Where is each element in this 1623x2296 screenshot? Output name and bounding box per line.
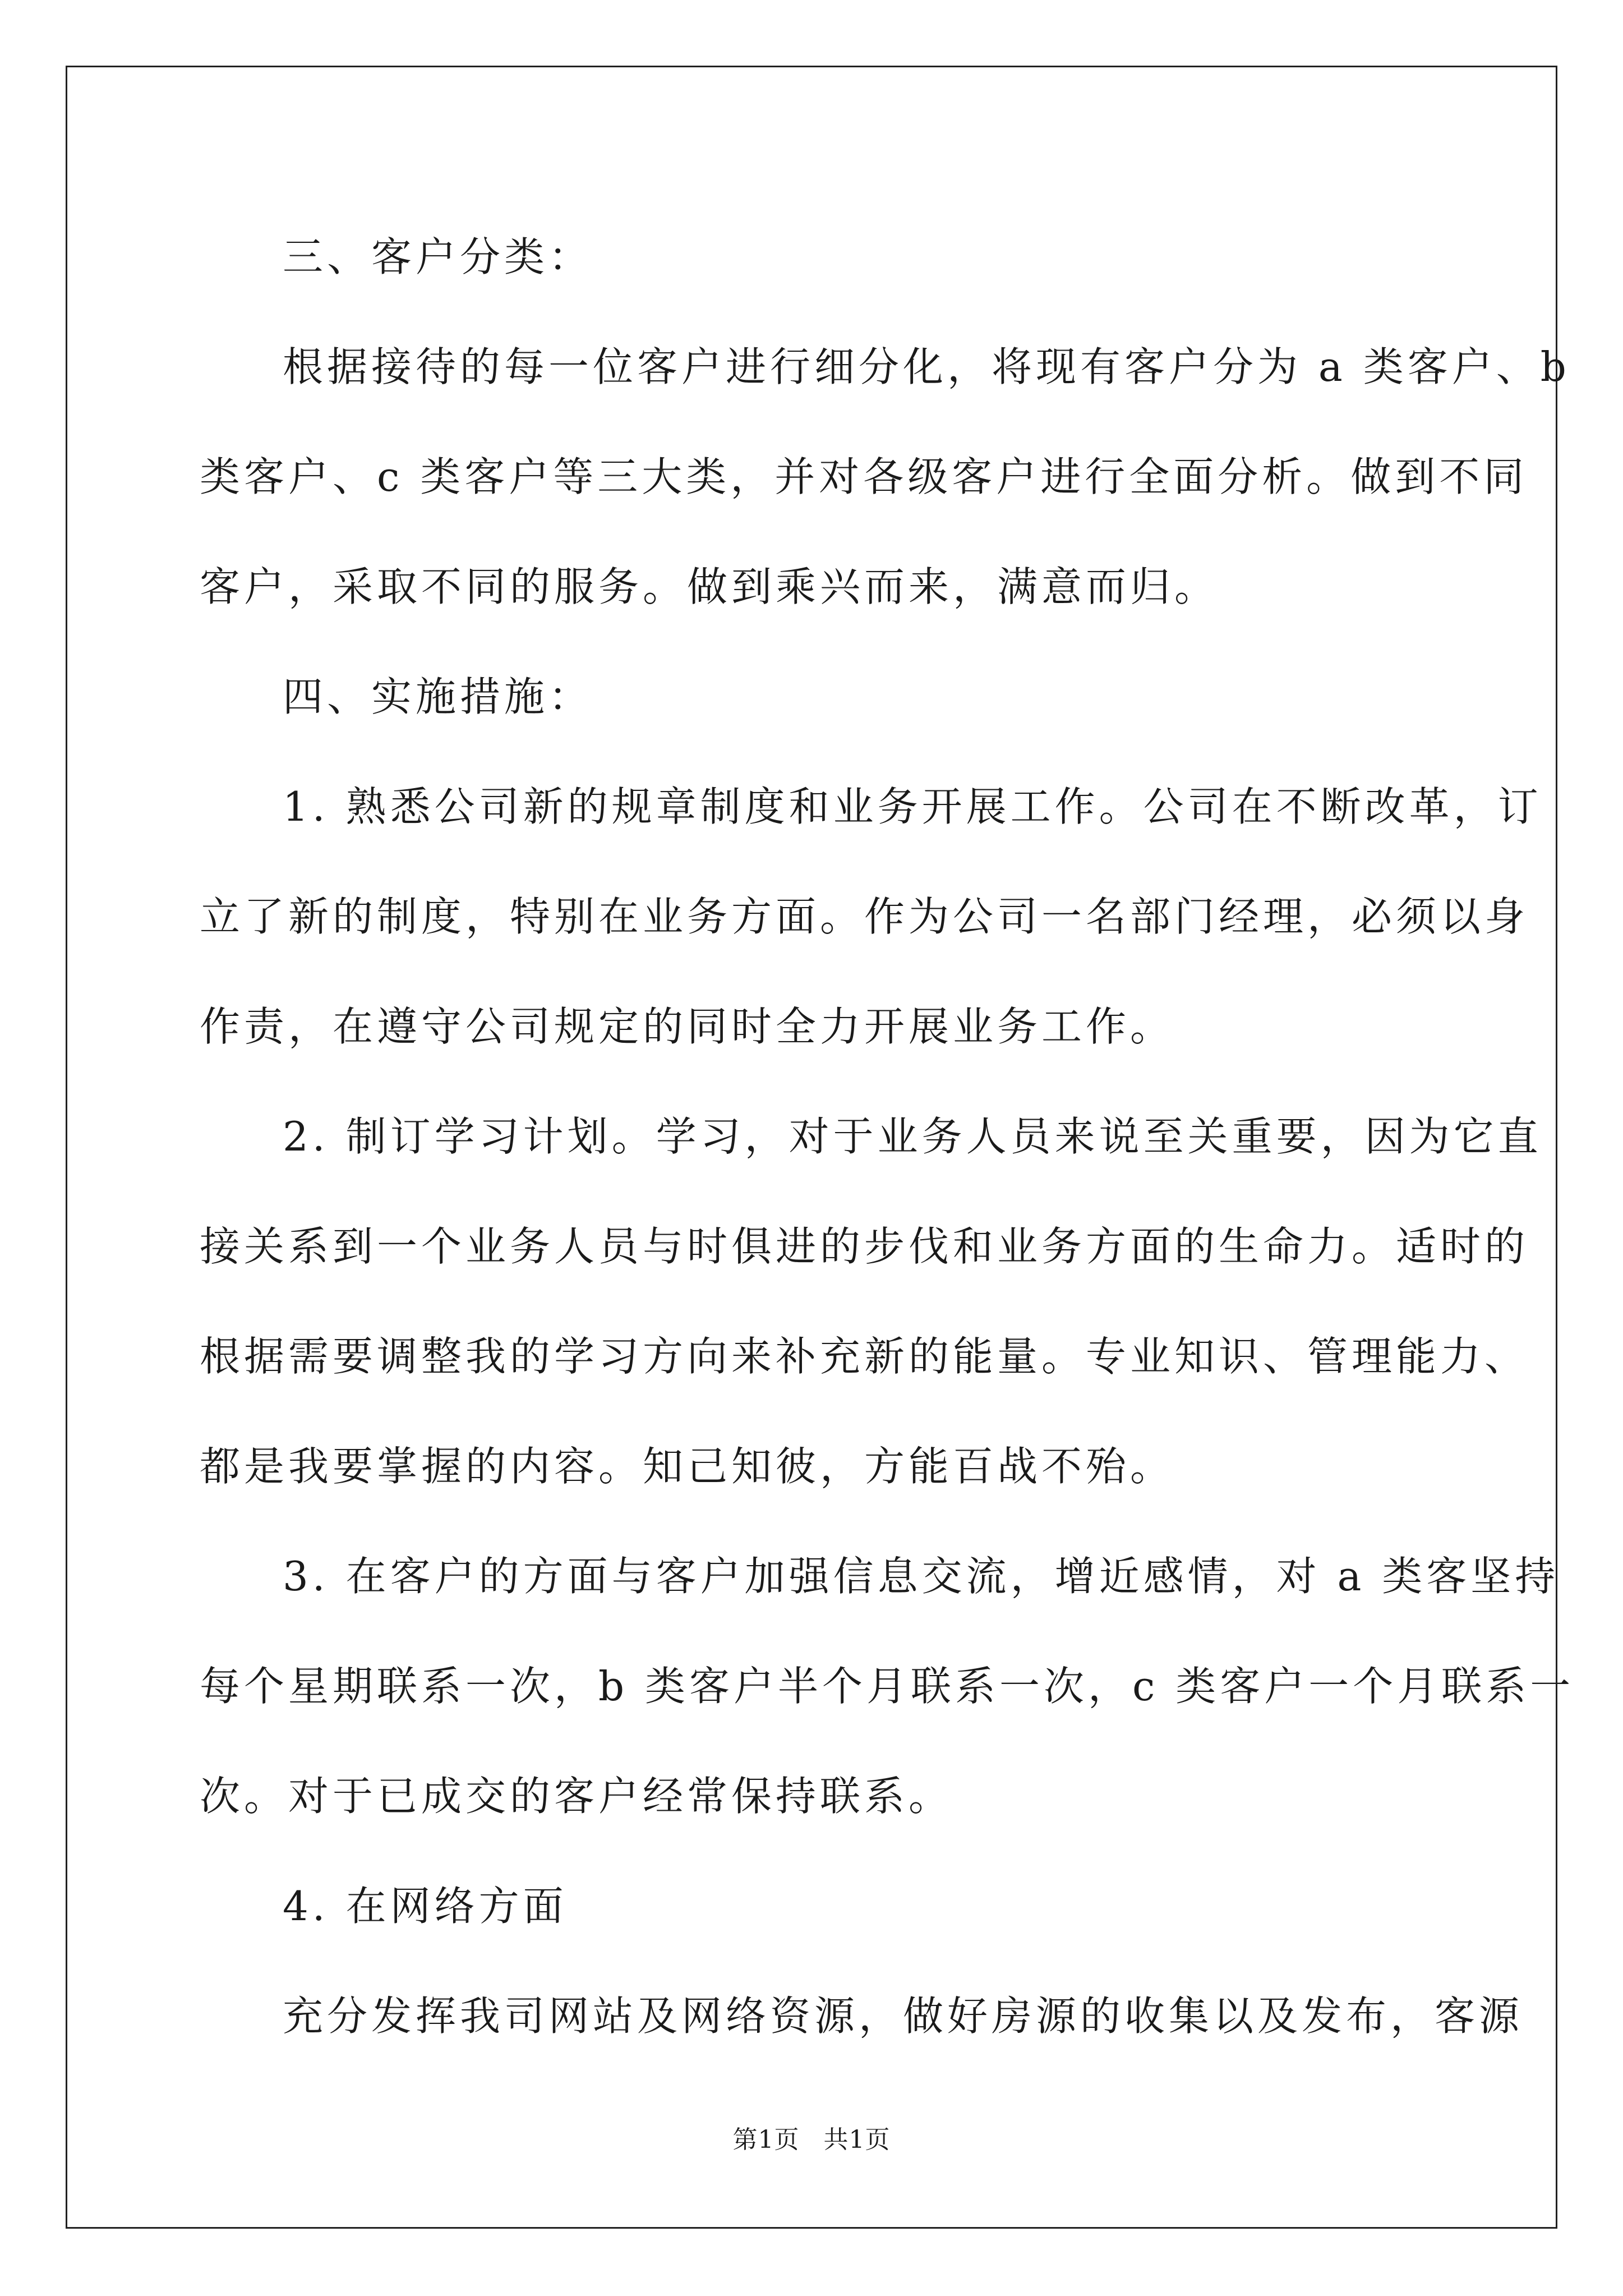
text-line: 3. 在客户的方面与客户加强信息交流，增近感情，对 a 类客坚持 xyxy=(283,1553,1560,1600)
text-line: 充分发挥我司网站及网络资源，做好房源的收集以及发布，客源 xyxy=(283,1993,1524,2040)
text-line: 三、客户分类： xyxy=(283,233,593,280)
text-line: 次。对于已成交的客户经常保持联系。 xyxy=(200,1773,953,1820)
text-line: 接关系到一个业务人员与时俱进的步伐和业务方面的生命力。适时的 xyxy=(200,1223,1529,1270)
page-total: 共1页 xyxy=(823,2125,891,2154)
text-line: 根据需要调整我的学习方向来补充新的能量。专业知识、管理能力、 xyxy=(200,1333,1529,1380)
text-line: 根据接待的每一位客户进行细分化，将现有客户分为 a 类客户、b xyxy=(283,343,1570,390)
text-line: 都是我要掌握的内容。知己知彼，方能百战不殆。 xyxy=(200,1443,1175,1490)
text-line: 立了新的制度，特别在业务方面。作为公司一名部门经理，必须以身 xyxy=(200,893,1529,940)
text-line: 类客户、c 类客户等三大类，并对各级客户进行全面分析。做到不同 xyxy=(200,453,1528,500)
text-line: 四、实施措施： xyxy=(283,673,593,720)
text-line: 作责，在遵守公司规定的同时全力开展业务工作。 xyxy=(200,1003,1175,1050)
text-line: 4. 在网络方面 xyxy=(283,1883,568,1930)
document-body xyxy=(200,202,1575,2071)
text-line: 2. 制订学习计划。学习，对于业务人员来说至关重要，因为它直 xyxy=(283,1113,1542,1160)
text-line: 1. 熟悉公司新的规章制度和业务开展工作。公司在不断改革，订 xyxy=(283,783,1542,830)
text-line: 每个星期联系一次，b 类客户半个月联系一次，c 类客户一个月联系一 xyxy=(200,1663,1575,1710)
page-footer xyxy=(0,2123,1623,2157)
text-line: 客户，采取不同的服务。做到乘兴而来，满意而归。 xyxy=(200,563,1219,610)
page-number: 第1页 xyxy=(732,2125,800,2154)
